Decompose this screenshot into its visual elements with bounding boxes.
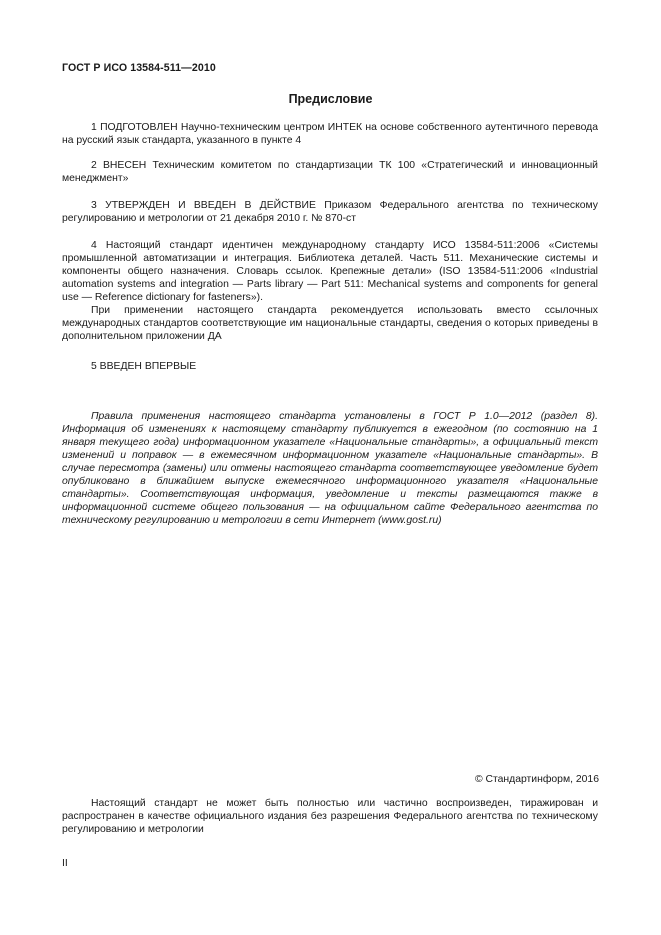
foreword-item-1: [62, 121, 598, 147]
foreword-item-5: [62, 360, 598, 373]
application-rules-notice: [62, 410, 598, 527]
foreword-item-2-text: 2 ВНЕСЕН Техническим комитетом по стандартизации ТК 100 «Стратегический и инновационный менеджмент»: [62, 160, 598, 184]
page-title: Предисловие: [288, 92, 373, 106]
foreword-item-3-text: 3 УТВЕРЖДЕН И ВВЕДЕН В ДЕЙСТВИЕ Приказом Федерального агентства по техническому регулированию и метрологии от 21 декабря 2010 г. № 870-ст: [62, 200, 598, 224]
application-rules-text: Правила применения настоящего стандарта установлены в ГОСТ Р 1.0—2012 (раздел 8). Информация об изменениях к настоящему стандарту публикуется в ежегодном (по состоянию на 1 января текущего года) информационном указателе «Национальные стандарты», а официальный текст изменений и поправок — в ежемесячном информационном указателе «Национальные стандарты». В случае пересмотра (замены) или отмены настоящего стандарта соответствующее уведомление будет опубликовано в ближайшем выпуске ежемесячного информационного указателя «Национальные стандарты». Соответствующая информация, уведомление и тексты размещаются также в информационной системе общего пользования — на официальном сайте Федерального агентства по техническому регулированию и метрологии в сети Интернет (www.gost.ru): [62, 411, 598, 526]
page-number: II: [62, 858, 68, 869]
reproduction-notice: [62, 797, 598, 836]
foreword-item-5-text: 5 ВВЕДЕН ВПЕРВЫЕ: [91, 361, 197, 372]
document-code: ГОСТ Р ИСО 13584-511—2010: [62, 62, 216, 74]
foreword-item-3: [62, 199, 598, 225]
foreword-item-4: [62, 239, 598, 343]
foreword-item-4-text: 4 Настоящий стандарт идентичен международному стандарту ИСО 13584-511:2006 «Системы промышленной автоматизации и интеграция. Библиотека деталей. Часть 511. Механические системы и компоненты общего назначения. Словарь ссылок. Крепежные детали» (ISO 13584-511:2006 «Industrial automation systems and integration — Parts library — Part 511: Mechanical systems and components for general use — Reference dictionary for fasteners»).: [62, 240, 598, 303]
foreword-item-1-text: 1 ПОДГОТОВЛЕН Научно-техническим центром ИНТЕК на основе собственного аутентичного перевода на русский язык стандарта, указанного в пункте 4: [62, 122, 598, 146]
foreword-item-2: [62, 159, 598, 185]
reproduction-notice-text: Настоящий стандарт не может быть полностью или частично воспроизведен, тиражирован и распространен в качестве официального издания без разрешения Федерального агентства по техническому регулированию и метрологии: [62, 798, 598, 835]
foreword-item-4-note: При применении настоящего стандарта рекомендуется использовать вместо ссылочных международных стандартов соответствующие им национальные стандарты, сведения о которых приведены в дополнительном приложении ДА: [62, 305, 598, 342]
copyright: © Стандартинформ, 2016: [474, 774, 599, 785]
